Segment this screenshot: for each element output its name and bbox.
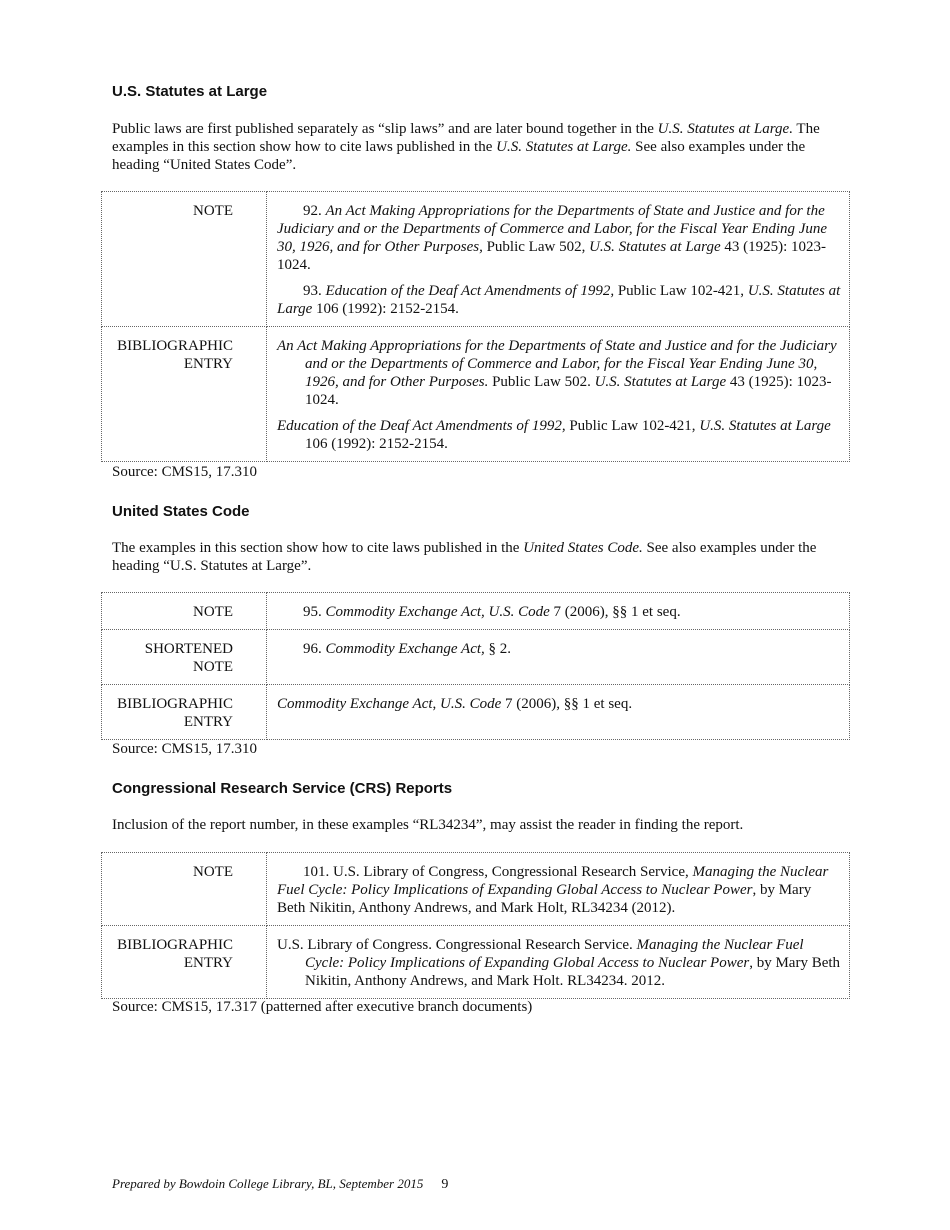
note-example: 92. An Act Making Appropriations for the Departments of State and Justice and for the Judiciary and or the Departments of Commerce and Labor, for the Fiscal Year Ending June 30, 1926, and for Other Purposes, Public Law 502, U.S. Statutes at Large 43 (1925): 1023-1024. [277, 203, 828, 273]
bibliography-example: Commodity Exchange Act, U.S. Code 7 (2006), §§ 1 et seq. [267, 685, 850, 740]
section-heading-crs: Congressional Research Service (CRS) Reports [112, 780, 453, 797]
footer-credit: Prepared by Bowdoin College Library, BL, September 2015 [112, 1176, 424, 1191]
bibliography-example: An Act Making Appropriations for the Departments of State and Justice and for the Judiciary and or the Departments of Commerce and Labor, for the Fiscal Year Ending June 30, 1926, and for Other Purposes. Public Law 502. U.S. Statutes at Large 43 (1925): 1023-1024. [277, 338, 837, 408]
crs-source: Source: CMS15, 17.317 (patterned after executive branch documents) [112, 999, 533, 1015]
note-label: NOTE [102, 593, 267, 630]
shortened-note-label: SHORTENED NOTE [102, 630, 267, 685]
page-footer [112, 1176, 448, 1193]
statutes-intro: Public laws are first published separately as “slip laws” and are later bound together in the U.S. Statutes at Large. The examples in this section show how to cite laws published in the U.S. Statutes at Large. See also examples under the heading “United States Code”. [112, 121, 820, 173]
crs-intro: Inclusion of the report number, in these examples “RL34234”, may assist the reader in finding the report. [112, 817, 744, 833]
bibliographic-entry-label: BIBLIOGRAPHIC ENTRY [102, 685, 267, 740]
table-row [102, 192, 850, 327]
table-row [102, 630, 850, 685]
table-row [102, 926, 850, 999]
note-example: 95. Commodity Exchange Act, U.S. Code 7 (2006), §§ 1 et seq. [267, 593, 850, 630]
shortened-note-example: 96. Commodity Exchange Act, § 2. [267, 630, 850, 685]
section-heading-statutes: U.S. Statutes at Large [112, 83, 268, 100]
bibliographic-entry-label: BIBLIOGRAPHIC ENTRY [102, 327, 267, 462]
crs-citation-table [101, 852, 850, 999]
usc-citation-table [101, 592, 850, 740]
statutes-citation-table [101, 191, 850, 462]
bibliography-example: U.S. Library of Congress. Congressional Research Service. Managing the Nuclear Fuel Cycle: Policy Implications of Expanding Global Access to Nuclear Power, by Mary Beth Nikitin, Anthony Andrews, and Mark Holt. RL34234. 2012. [267, 926, 850, 999]
note-example: 93. Education of the Deaf Act Amendments of 1992, Public Law 102-421, U.S. Statutes at Large 106 (1992): 2152-2154. [277, 283, 841, 317]
note-examples [267, 192, 850, 327]
usc-intro: The examples in this section show how to cite laws published in the United States Code. See also examples under the heading “U.S. Statutes at Large”. [112, 540, 817, 574]
table-row [102, 853, 850, 926]
table-row [102, 327, 850, 462]
table-row [102, 593, 850, 630]
note-example: 101. U.S. Library of Congress, Congressional Research Service, Managing the Nuclear Fuel Cycle: Policy Implications of Expanding Global Access to Nuclear Power, by Mary Beth Nikitin, Anthony Andrews, and Mark Holt, RL34234 (2012). [267, 853, 850, 926]
usc-source: Source: CMS15, 17.310 [112, 741, 258, 757]
table-row [102, 685, 850, 740]
bibliographic-examples [267, 327, 850, 462]
section-heading-usc: United States Code [112, 503, 250, 520]
note-label: NOTE [102, 192, 267, 327]
page-number: 9 [441, 1177, 449, 1192]
note-label: NOTE [102, 853, 267, 926]
bibliographic-entry-label: BIBLIOGRAPHIC ENTRY [102, 926, 267, 999]
bibliography-example: Education of the Deaf Act Amendments of 1992, Public Law 102-421, U.S. Statutes at Large 106 (1992): 2152-2154. [277, 418, 831, 452]
statutes-source: Source: CMS15, 17.310 [112, 464, 258, 480]
